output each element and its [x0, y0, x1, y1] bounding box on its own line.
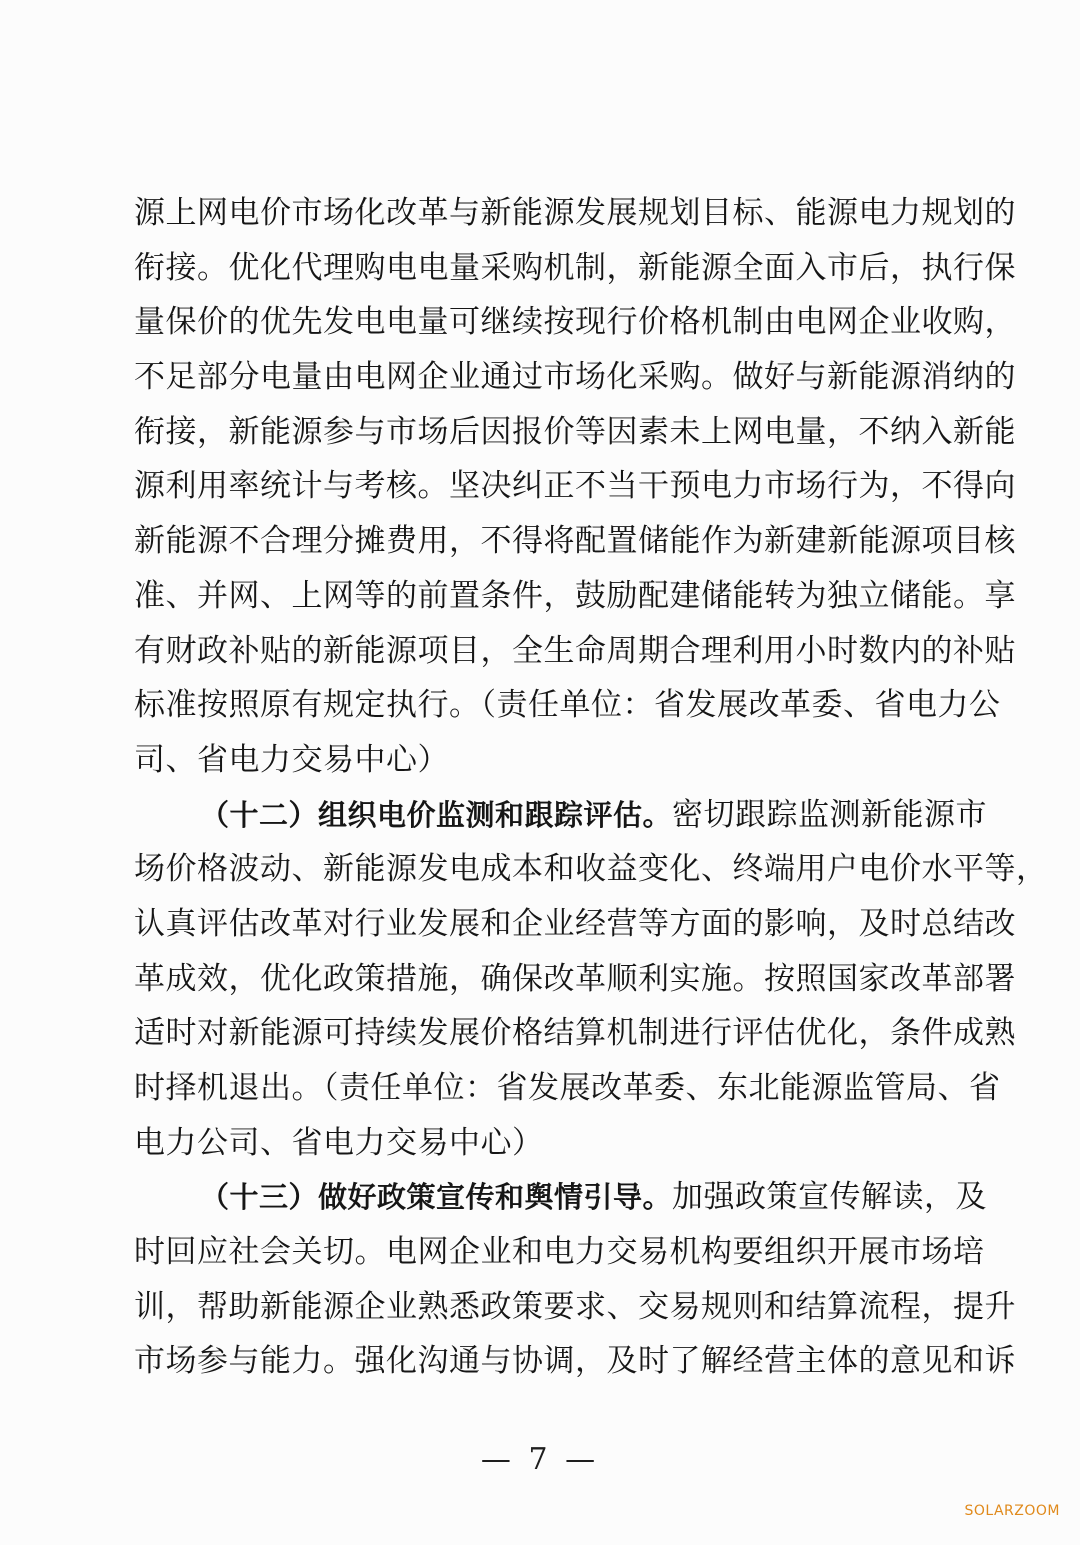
text-line: 场价格波动、新能源发电成本和收益变化、终端用户电价水平等， [134, 851, 1048, 888]
text-line: 标准按照原有规定执行。（责任单位：省发展改革委、省电力公 [134, 687, 1001, 724]
text-line: 有财政补贴的新能源项目，全生命周期合理利用小时数内的补贴 [134, 632, 1016, 669]
solarzoom-watermark: SOLARZOOM [964, 1503, 1060, 1519]
text-line: 衔接，新能源参与市场后因报价等因素未上网电量，不纳入新能 [134, 413, 1016, 450]
section-13-first-line [134, 1170, 988, 1225]
text-line: 源上网电价市场化改革与新能源发展规划目标、能源电力规划的 [134, 195, 1016, 231]
document-body [134, 186, 1048, 1389]
text-line: 革成效，优化政策措施，确保改革顺利实施。按照国家改革部署 [134, 960, 1016, 997]
text-line: 衔接。优化代理购电电量采购机制，新能源全面入市后，执行保 [134, 249, 1016, 286]
section-13-text: 加强政策宣传解读，及 [672, 1179, 988, 1216]
text-line: 司、省电力交易中心） [134, 741, 449, 778]
text-line: 不足部分电量由电网企业通过市场化采购。做好与新能源消纳的 [134, 359, 1016, 396]
text-line: 源利用率统计与考核。坚决纠正不当干预电力市场行为，不得向 [134, 468, 1016, 505]
section-13-heading: （十三）做好政策宣传和舆情引导。 [200, 1180, 673, 1215]
text-line: 新能源不合理分摊费用，不得将配置储能作为新建新能源项目核 [134, 523, 1016, 560]
text-line: 电力公司、省电力交易中心） [134, 1124, 544, 1161]
text-line: 市场参与能力。强化沟通与协调，及时了解经营主体的意见和诉 [134, 1343, 1016, 1380]
section-12-text: 密切跟踪监测新能源市 [672, 796, 988, 833]
section-12-first-line [134, 788, 988, 843]
text-line: 量保价的优先发电电量可继续按现行价格机制由电网企业收购， [134, 304, 1016, 341]
page-number: — 7 — [480, 1442, 600, 1477]
text-line: 准、并网、上网等的前置条件，鼓励配建储能转为独立储能。享 [134, 577, 1016, 614]
text-line: 训，帮助新能源企业熟悉政策要求、交易规则和结算流程，提升 [134, 1288, 1016, 1325]
text-line: 认真评估改革对行业发展和企业经营等方面的影响，及时总结改 [134, 905, 1016, 942]
section-12-heading: （十二）组织电价监测和跟踪评估。 [200, 797, 673, 832]
text-line: 时择机退出。（责任单位：省发展改革委、东北能源监管局、省 [134, 1070, 1001, 1106]
text-line: 适时对新能源可持续发展价格结算机制进行评估优化，条件成熟 [134, 1015, 1016, 1052]
text-line: 时回应社会关切。电网企业和电力交易机构要组织开展市场培 [134, 1234, 985, 1271]
